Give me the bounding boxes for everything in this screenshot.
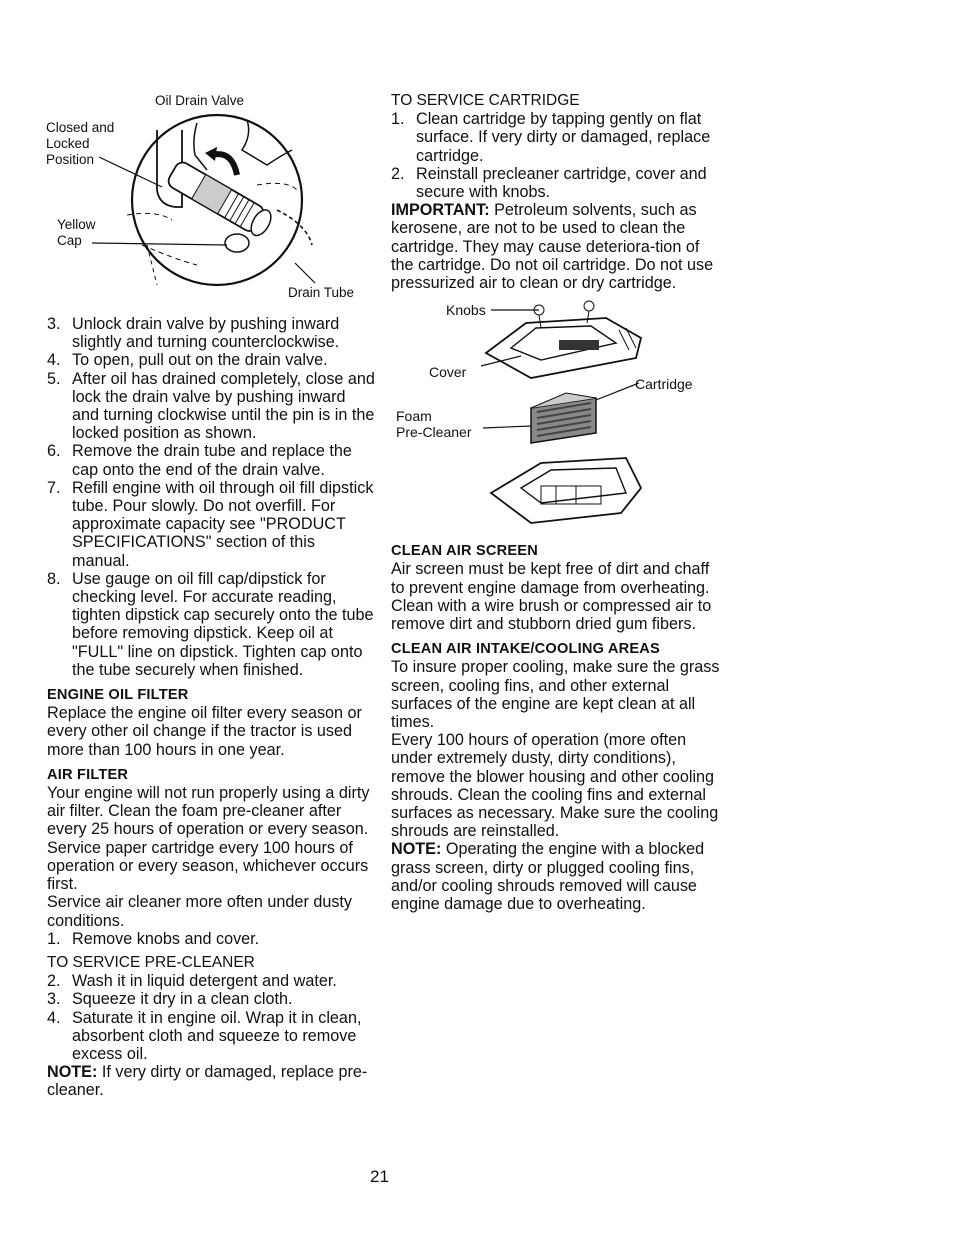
list-item: 3. Squeeze it dry in a clean cloth. — [47, 990, 293, 1009]
cartridge-heading: TO SERVICE CARTRIDGE — [391, 92, 580, 109]
list-item: 2. Wash it in liquid detergent and water. — [47, 972, 337, 991]
oil-drain-valve-label: Oil Drain Valve — [155, 93, 245, 108]
list-item: 1. Remove knobs and cover. — [47, 929, 260, 948]
air-filter-heading: AIR FILTER — [47, 766, 129, 783]
list-item: 4. To open, pull out on the drain valve. — [47, 351, 328, 370]
pre-cleaner-note: NOTE: If very dirty or damaged, replace pre-cleaner. — [47, 1063, 368, 1100]
cover-label: Cover — [429, 364, 467, 381]
air-filter-text-2: Service air cleaner more often under dusty conditions. — [47, 893, 353, 930]
cartridge-label: Cartridge — [635, 376, 693, 393]
intake-cooling-text: To insure proper cooling, make sure the grass screen, cooling fins, and other external surfaces of the engine are kept clean at all times. — [391, 658, 720, 732]
clean-air-screen-heading: CLEAN AIR SCREEN — [391, 543, 538, 560]
intake-cooling-text-2: Every 100 hours of operation (more often under extremely dusty, dirty conditions), remove the blower housing and other cooling shrouds. Clean the cooling fins and external surfaces as necessary. Make sure the cooling shrouds are reinstalled. — [391, 731, 719, 841]
oil-steps-list — [47, 315, 377, 679]
air-cleaner-figure — [391, 298, 711, 538]
page-number: 21 — [370, 1167, 389, 1186]
left-column — [47, 95, 377, 1100]
closed-locked-label: Closed and Locked Position — [46, 120, 115, 167]
engine-oil-filter-text: Replace the engine oil filter every season or every other oil change if the tractor is used more than 100 hours in one year. — [47, 704, 362, 759]
drain-tube-label: Drain Tube — [288, 285, 355, 300]
air-filter-steps — [47, 930, 377, 948]
cartridge-steps — [391, 110, 721, 201]
yellow-cap-label: Yellow Cap — [57, 217, 96, 248]
knobs-label: Knobs — [446, 302, 486, 319]
air-filter-text: Your engine will not run properly using a dirty air filter. Clean the foam pre-cleaner after every 25 hours of operation or every season. Service paper cartridge every 100 hours of operation or every season, whichever occurs first. — [47, 784, 370, 894]
right-column — [391, 92, 721, 913]
list-item: 7. Refill engine with oil through oil fill dipstick tube. Pour slowly. Do not overfill. For approximate capacity see "PRODUCT SPECIFICATIONS" section of this manual. — [47, 478, 374, 570]
pre-cleaner-steps — [47, 972, 377, 1063]
oil-drain-figure — [47, 95, 367, 307]
pre-cleaner-heading: TO SERVICE PRE-CLEANER — [47, 953, 255, 971]
foam-precleaner-label: Foam Pre-Cleaner — [396, 408, 472, 441]
list-item: 5. After oil has drained completely, close and lock the drain valve by pushing inward and turning clockwise until the pin is in the locked position as shown. — [47, 369, 375, 443]
intake-cooling-note: NOTE: Operating the engine with a blocked grass screen, dirty or plugged cooling fins, and/or cooling shrouds removed will cause engine damage due to overheating. — [391, 840, 705, 914]
intake-cooling-heading: CLEAN AIR INTAKE/COOLING AREAS — [391, 641, 660, 658]
important-note: IMPORTANT: Petroleum solvents, such as kerosene, are not to be used to clean the cartridge. They may cause deteriora-tion of the cartridge. Do not oil cartridge. Do not use pressurized air to clean or dry cartridge. — [391, 201, 714, 293]
engine-oil-filter-heading: ENGINE OIL FILTER — [47, 687, 189, 704]
list-item: 8. Use gauge on oil fill cap/dipstick for checking level. For accurate reading, tighten dipstick cap securely onto the tube before removing dipstick. Keep oil at "FULL" line on dipstick. Tighten cap onto the tube securely when finished. — [47, 569, 374, 679]
list-item: 2. Reinstall precleaner cartridge, cover and secure with knobs. — [391, 164, 707, 202]
list-item: 1. Clean cartridge by tapping gently on flat surface. If very dirty or damaged, replace cartridge. — [391, 110, 711, 165]
list-item: 6. Remove the drain tube and replace the cap onto the end of the drain valve. — [47, 442, 352, 479]
clean-air-screen-text: Air screen must be kept free of dirt and chaff to prevent engine damage from overheating. Clean with a wire brush or compressed air to remove dirt and stubborn dried gum fibers. — [391, 560, 712, 634]
list-item: 3. Unlock drain valve by pushing inward slightly and turning counterclockwise. — [47, 315, 340, 352]
list-item: 4. Saturate it in engine oil. Wrap it in clean, absorbent cloth and squeeze to remove excess oil. — [47, 1008, 362, 1063]
